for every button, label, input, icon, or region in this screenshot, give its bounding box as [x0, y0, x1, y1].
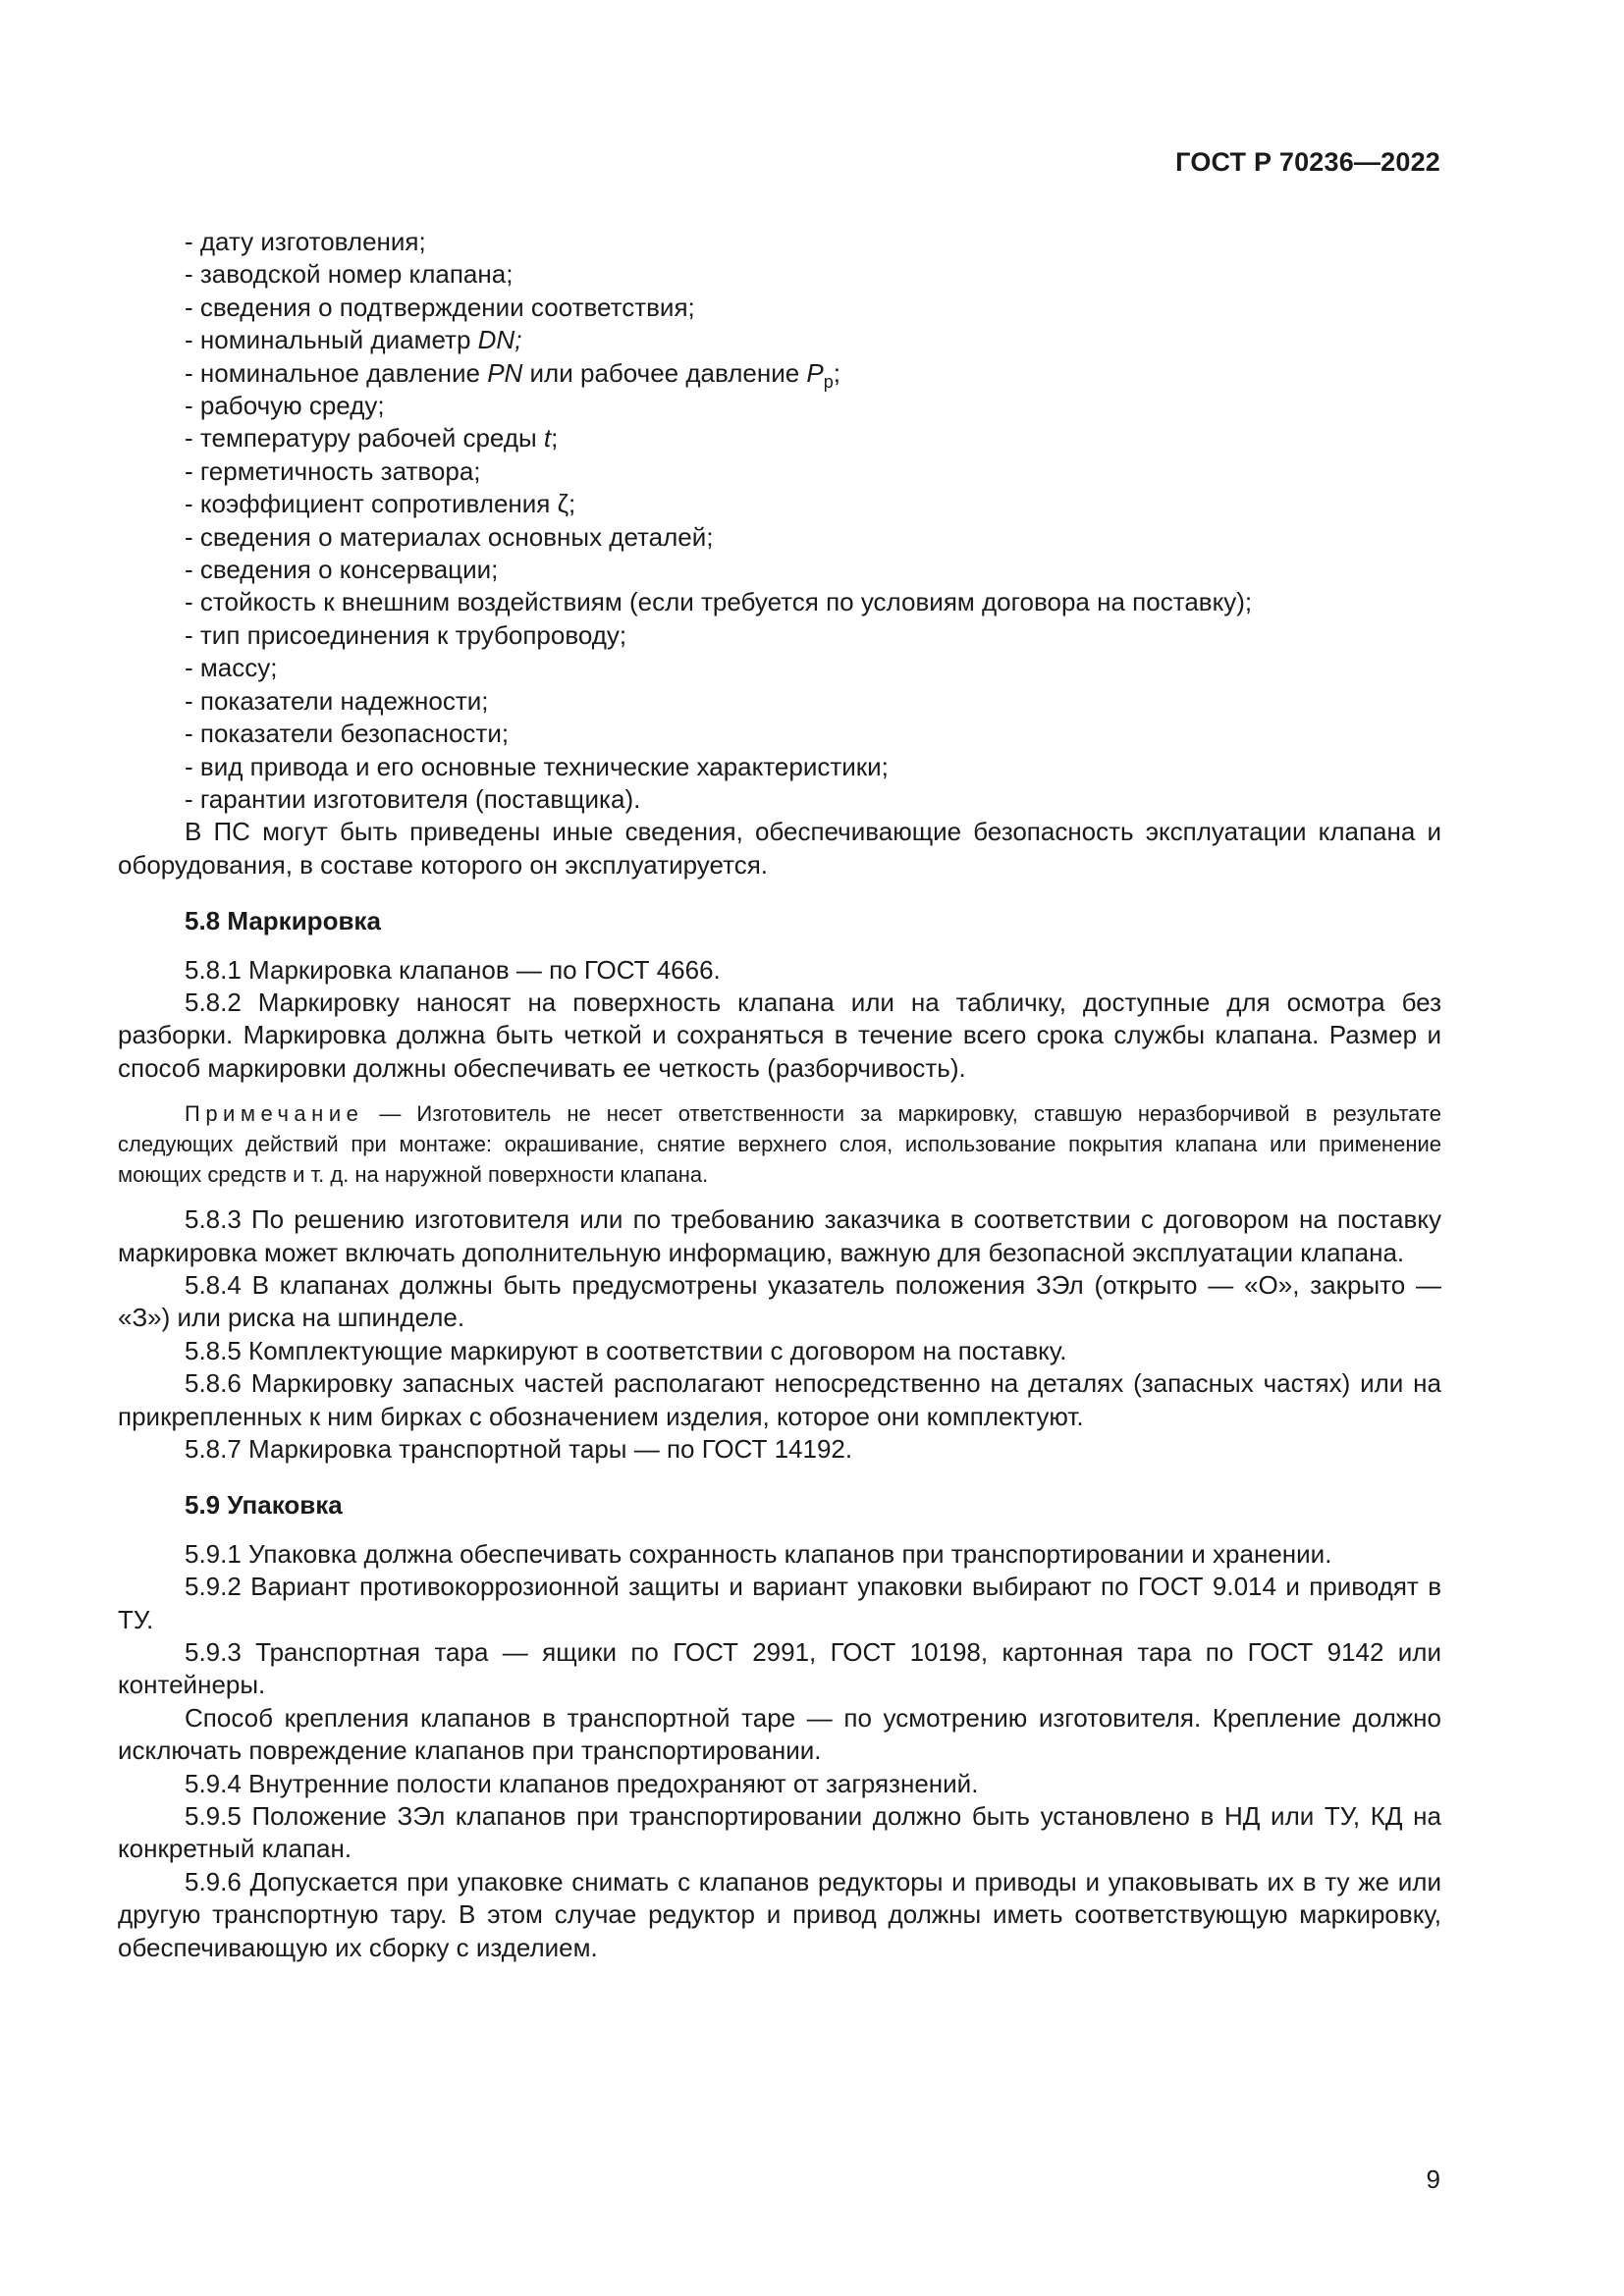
- paragraph: 5.9.4 Внутренние полости клапанов предохраняют от загрязнений.: [185, 1768, 979, 1798]
- list-item: - коэффициент сопротивления ζ;: [185, 489, 576, 519]
- list-item: - показатели надежности;: [185, 685, 489, 716]
- list-item: - сведения о материалах основных деталей;: [185, 521, 714, 552]
- paragraph: 5.8.5 Комплектующие маркируют в соответствии с договором на поставку.: [185, 1335, 1067, 1365]
- paragraph: 5.9.1 Упаковка должна обеспечивать сохранность клапанов при транспортировании и хранении.: [185, 1538, 1332, 1569]
- paragraph: 5.9.6 Допускается при упаковке снимать с клапанов редукторы и приводы и упаковывать их в ту же или другую транспортную тару. В этом случае редуктор и привод должны иметь соответствующую маркировку, обеспечивающую их сборку с изделием.: [118, 1866, 1441, 1962]
- list-item: - стойкость к внешним воздействиям (если требуется по условиям договора на поставку);: [185, 587, 1253, 617]
- paragraph: 5.8.7 Маркировка транспортной тары — по ГОСТ 14192.: [185, 1434, 853, 1464]
- paragraph: 5.8.3 По решению изготовителя или по требованию заказчика в соответствии с договором на поставку маркировка может включать дополнительную информацию, важную для безопасной эксплуатации клапана.: [118, 1204, 1441, 1267]
- list-item: [118, 324, 1441, 356]
- pn-symbol: PN: [487, 357, 523, 388]
- note-text: — Изготовитель не несет ответственности за маркировку, ставшую неразборчивой в результате следующих действий при монтаже: окрашивание, снятие верхнего слоя, использование покрытия клапана или применение моющих средств и т. д. на наружной поверхности клапана.: [118, 1101, 1441, 1188]
- list-item: - показатели безопасности;: [185, 719, 510, 749]
- p-symbol: P: [806, 357, 824, 388]
- list-item: [118, 422, 1441, 454]
- p-subscript: р: [823, 371, 834, 392]
- list-item-text: - номинальное давление: [185, 357, 488, 388]
- list-item-text: ;: [833, 357, 841, 388]
- dn-symbol: DN;: [477, 325, 522, 355]
- document-code: ГОСТ Р 70236—2022: [1175, 147, 1440, 177]
- list-item: - вид привода и его основные технические характеристики;: [185, 751, 889, 781]
- paragraph: 5.8.1 Маркировка клапанов — по ГОСТ 4666.: [185, 954, 721, 985]
- list-item-text: - температуру рабочей среды: [185, 423, 544, 454]
- list-item: - массу;: [185, 653, 278, 683]
- list-item-text: ;: [551, 423, 559, 454]
- list-item: - тип присоединения к трубопроводу;: [185, 619, 627, 650]
- paragraph: Способ крепления клапанов в транспортной таре — по усмотрению изготовителя. Крепление должно исключать повреждение клапанов при транспортировании.: [118, 1702, 1441, 1766]
- paragraph: 5.9.5 Положение ЗЭл клапанов при транспортировании должно быть установлено в НД или ТУ, КД на конкретный клапан.: [118, 1801, 1441, 1864]
- list-item: - дату изготовления;: [185, 227, 426, 256]
- list-item: - сведения о консервации;: [185, 555, 499, 585]
- note: [118, 1098, 1441, 1190]
- list-item-text: или рабочее давление: [522, 357, 807, 388]
- list-item: - заводской номер клапана;: [185, 259, 514, 290]
- list-item: - сведения о подтверждении соответствия;: [185, 292, 695, 322]
- note-label: Примечание: [185, 1101, 364, 1127]
- list-item: - рабочую среду;: [185, 391, 385, 421]
- paragraph: В ПС могут быть приведены иные сведения, обеспечивающие безопасность эксплуатации клапана и оборудования, в составе которого он эксплуатируется.: [118, 817, 1441, 880]
- paragraph: 5.8.6 Маркировку запасных частей располагают непосредственно на деталях (запасных частях) или на прикрепленных к ним бирках с обозначением изделия, которое они комплектуют.: [118, 1368, 1441, 1431]
- paragraph: 5.9.2 Вариант противокоррозионной защиты и вариант упаковки выбирают по ГОСТ 9.014 и приводят в ТУ.: [118, 1572, 1441, 1634]
- paragraph: 5.9.3 Транспортная тара — ящики по ГОСТ 2991, ГОСТ 10198, картонная тара по ГОСТ 9142 или контейнеры.: [118, 1637, 1441, 1700]
- page-content: [118, 226, 1441, 1964]
- list-item: - герметичность затвора;: [185, 455, 481, 486]
- paragraph: 5.8.2 Маркировку наносят на поверхность клапана или на табличку, доступные для осмотра без разборки. Маркировка должна быть четкой и сохраняться в течение всего срока службы клапана. Размер и способ маркировки должны обеспечивать ее четкость (разборчивость).: [118, 987, 1441, 1083]
- list-item-text: - номинальный диаметр: [185, 325, 478, 355]
- list-item: - гарантии изготовителя (поставщика).: [185, 783, 641, 814]
- list-item: [118, 357, 1441, 390]
- t-symbol: t: [543, 423, 552, 454]
- page-number: 9: [1426, 2164, 1440, 2194]
- section-heading-packaging: 5.9 Упаковка: [185, 1490, 343, 1521]
- paragraph: 5.8.4 В клапанах должны быть предусмотрены указатель положения ЗЭл (открыто — «О», закрыто — «З») или риска на шпинделе.: [118, 1269, 1441, 1333]
- section-heading-marking: 5.8 Маркировка: [185, 906, 381, 936]
